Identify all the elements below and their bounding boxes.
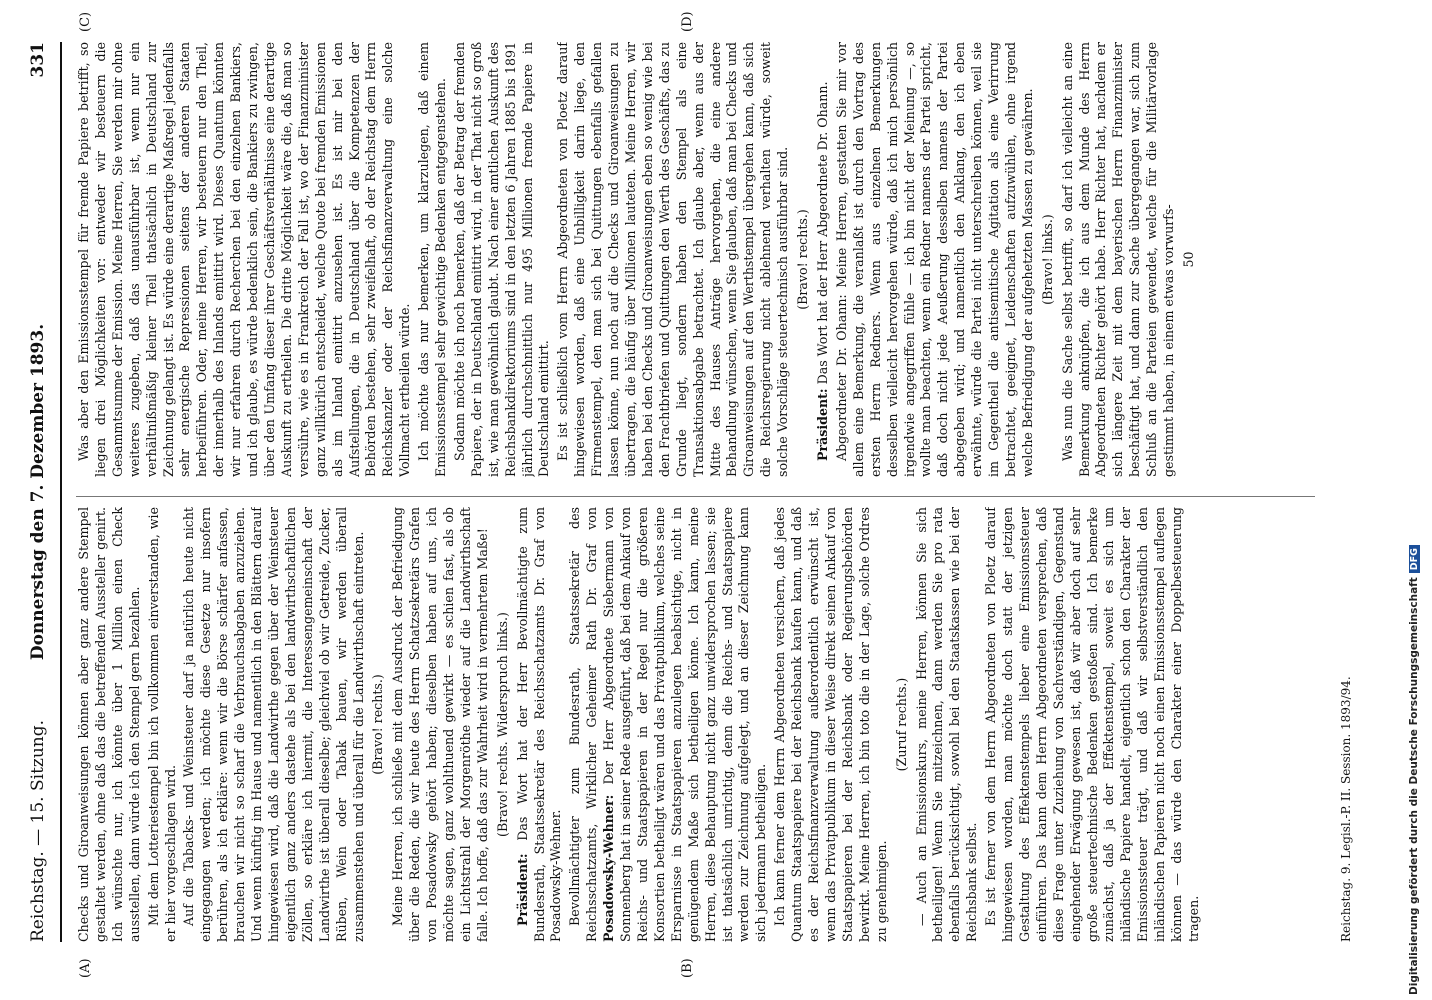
header-date: Donnerstag den 7. Dezember 1893. [28,323,48,661]
page-header [22,42,54,942]
speaker-name: Präsident: [814,388,830,461]
stage-direction: (Bravo! links.) [1039,214,1055,305]
right-column [76,42,1335,477]
margin-marker-b: (B) [680,958,695,978]
speaker-name: Präsident: [514,853,530,926]
paragraph: Es ist ferner von dem Herrn Abgeordneten von Ploetz darauf hingewiesen worden, man möchte doch statt der jetzigen Gestaltung des Effektenstempels lieber eine Emissionssteuer einführen. Das kann dem Herrn Abgeordneten versprechen, daß diese Frage unter Zuziehung von Sachverständigen, Gegenstand eingehender Erwägung gewesen ist, daß wir aber doch auf sehr große steuertechnische Bedenken gestoßen sind. Ich bemerke zunächst, daß ja der Effektenstempel, soweit es sich um inländische Papiere handelt, eigentlich schon den Charakter der Emissionssteuer trägt, und daß wir selbstverständlich den inländischen Papieren nicht noch einen Emissionsstempel auflegen können — das würde den Charakter einer Doppelbesteuerung tragen. [983,507,1201,942]
stage-direction: 50 [1181,251,1196,268]
stage-direction: (Bravo! rechts.) [795,209,811,310]
speaker-name: Posadowsky-Wehner: [601,794,617,942]
paragraph: Sodann möchte ich noch bemerken, daß der Betrag der fremden Papiere, der in Deutschland emittirt wird, in der That nicht so groß ist, wie man gewöhnlich glaubt. Nach einer amtlichen Auskunft des Reichsbankdirektoriums sind in den letzten 6 Jahren 1885 bis 1891 jährlich durchschnittlich nur 495 Millionen fremde Papiere in Deutschland emittirt. [451,42,552,477]
dfg-credit [1408,545,1420,995]
paragraph-text: Bevollmächtigter zum Bundesrath, Staatssekretär des Reichsschatzamts, Wirklicher Geheimer Rath Dr. Graf von [567,507,600,942]
paragraph: Meine Herren, ich schließe mit dem Ausdruck der Befriedigung über die Reden, die wir heute des Herrn Schatzsekretärs Grafen von Posadowsky gehört haben; dieselben haben auf uns, ich möchte sagen, ganz wohlthuend gewirkt — es schien fast, als ob ein Lichtstrahl der Morgenröthe wieder auf die Landwirthschaft falle. Ich hoffe, daß das zur Wahrheit wird in vermehrtem Maße! [390,507,490,942]
paragraph-text: Das Wort hat der Herr Bevollmächtigte zum Bundesrath, Staatssekretär des Reichsschatzamts Dr. Graf von Posadowsky-Wehner. [514,507,564,942]
header-rule [60,42,62,942]
dfg-logo: DFG [1409,545,1420,573]
paragraph: Ich möchte das nur bemerken, um klarzulegen, daß einem Emissionsstempel sehr gewichtige Bedenken entgegenstehen. [416,42,449,477]
paragraph: Es ist schließlich vom Herrn Abgeordneten von Ploetz darauf hingewiesen worden, daß eine Unbilligkeit darin liege, den Firmenstempel, den man sich bei Quittungen ebenfalls gefallen lassen könne, nun noch auf die Checks und Giroanweisungen zu übertragen, die häufig über Millionen lauteten. Meine Herren, wir haben bei den Checks und Giroanweisungen eben so wenig wie bei den Frachtbriefen und Quittungen den Werth des Geschäfts, das zu Grunde liegt, sondern haben den Stempel als eine Transaktionsabgabe betrachtet. Ich glaube aber, wenn aus der Mitte des Hauses Anträge hervorgehen, die eine andere Behandlung wünschen, wenn Sie glauben, daß man bei Checks und Giroanweisungen auf den Werthstempel übergehen kann, daß sich die Reichsregierung nicht ablehnend verhalten würde, soweit solche Vorschläge steuertechnisch ausführbar sind. [555,42,791,477]
header-left: Reichstag. — 15. Sitzung. [28,719,48,942]
paragraph: — Auch an Emissionskurs, meine Herren, können Sie sich betheiligen! Wenn Sie mitzeichnen, dann werden Sie pro rata ebenfalls berücksichtigt, sowohl bei den Staatskassen wie bei der Reichsbank selbst. [913,507,980,942]
paragraph: Was nun die Sache selbst betrifft, so darf ich vielleicht an eine Bemerkung anknüpfen, die ich aus dem Munde des Herrn Abgeordneten Richter gehört habe. Herr Richter hat, nachdem er sich längere Zeit mit dem bayerischen Herrn Finanzminister beschäftigt hat, und dann zur Sache übergegangen war, sich zum Schluß an die Parteien gewendet, welche für die Militärvorlage gestimmt haben, in einem etwas vorwurfs- [1059,42,1177,477]
stage-direction: (Bravo! rechts. Widerspruch links.) [494,612,510,837]
stage-direction: (Zuruf rechts.) [893,677,909,772]
margin-marker-c: (C) [78,11,93,32]
dfg-credit-text: Digitalisierung gefördert durch die Deutsche Forschungsgemeinschaft [1408,577,1420,995]
margin-marker-d: (D) [680,11,695,32]
dfg-sidebar [1404,0,1430,1000]
paragraph-text: Das Wort hat der Herr Abgeordnete Dr. Ohann. [814,81,830,389]
page-number: 331 [28,42,48,78]
paragraph: Was aber den Emissionsstempel für fremde Papiere betrifft, so liegen drei Möglichkeiten vor: entweder wir besteuern die Gesammtsumme der Emission. Meine Herren, Sie werden mir ohne weiteres zugeben, daß das unausführbar ist, wenn nur ein verhältnißmäßig kleiner Theil thatsächlich in Deutschland zur Zeichnung gelangt ist. Es würde eine derartige Maßregel jedenfalls sehr energische Repressionen seitens der anderen Staaten herbeiführen. Oder, meine Herren, wir besteuern nur den Theil, der innerhalb des Inlands emittirt wird. Dieses Quantum könnten wir nur erfahren durch Recherchen bei den einzelnen Bankiers, und ich glaube, es würde bedenklich sein, die Bankiers zu zwingen, über den Umfang dieser ihrer Geschäftsverhältnisse eine derartige Auskunft zu ertheilen. Die dritte Möglichkeit wäre die, daß man so versühre, wie es in Frankreich der Fall ist, wo der Finanzminister ganz willkürlich entscheidet, welche Quote bei fremden Emissionen als im Inland emittirt anzusehen ist. Es ist mir bei den Aufstellungen, die in Deutschland über die Kompetenzen der Behörden bestehen, sehr zweifelhaft, ob der Reichstag dem Herrn Reichskanzler oder der Reichsfinanzverwaltung eine solche Vollmacht ertheilen würde. [76,42,413,477]
paragraph [515,507,566,942]
paragraph: Checks und Giroanweisungen können aber ganz andere Stempel gestaltet werden, ohne daß das die betreffenden Aussteller genirt. Ich wünschte nur, ich könnte über 1 Million einen Check ausstellen, dann würde ich den Stempel gern bezahlen. [76,507,142,942]
paragraph: Ich kann ferner dem Herrn Abgeordneten versichern, daß jedes Quantum Staatspapiere bei der Reichsbank kaufen kann, und daß es der Reichsfinanzverwaltung außerordentlich erwünscht ist, wenn das Privatpublikum in dieser Weise direkt seinen Ankauf von Staatspapieren bei der Reichsbank oder Regierungsbehörden bewirkt. Meine Herren, ich bin toto die in der Lage, solche Ordres zu genehmigen. [772,507,889,942]
margin-marker-a: (A) [78,958,93,978]
paragraph: Auf die Tabacks- und Weinsteuer darf ja natürlich heute nicht eingegangen werden; ich möchte diese Gesetze nur insofern berühren, als ich erkläre: wenn wir die Börse schärfer anfassen, brauchen wir nicht so scharf die Verbrauchsabgaben anzuziehen. Und wenn künftig im Hause und namentlich in den Blättern darauf hingewiesen wird, daß die Landwirthe gegen über der Weinsteuer eigentlich ganz anders dastehe als bei den landwirthschaftlichen Zöllen, so erkläre ich hiermit, die Interessengemeinschaft der Landwirthe ist überall dieselbe; gleichviel ob wir Getreide, Zucker, Rüben, Wein oder Tabak bauen, wir werden überall zusammenstehen und überall für die Landwirthschaft eintreten. [181,507,366,942]
footer-source: Reichstag. 9. Legisl.-P. II. Session. 1893/94. [1339,676,1353,942]
left-column [76,507,1335,942]
paragraph [815,42,832,477]
paragraph [567,507,770,942]
paragraph-text: Der Herr Abgeordnete Siebermann von Sonnenberg hat in seiner Rede ausgeführt, daß bei dem Ankauf von Reichs- und Staatspapieren in der Regel nur die größeren Konsortien betheiligt wären und das Privatpublikum, welches seine Ersparnisse in Staatspapieren anzulegen beabsichtige, nicht in genügendem Maße sich betheiligen könne. Ich kann, meine Herren, diese Behauptung nicht ganz unwidersprochen lassen; sie ist thatsächlich unrichtig, denn die Reichs- und Staatspapiere werden zur Zeichnung aufgelegt, und an dieser Zeichnung kann sich jedermann betheiligen. [601,507,769,942]
stage-direction: (Bravo! rechts.) [370,674,386,775]
paragraph: Abgeordneter Dr. Ohann: Meine Herren, gestatten Sie mir vor allem eine Bemerkung, die veranlaßt ist durch den Vortrag des ersten Herrn Redners. Wenn aus einzelnen Bemerkungen desselben vielleicht hervorgehen würde, daß ich mich persönlich irgendwie angegriffen fühle — ich bin nicht der Meinung —, so wollte man beachten, wenn ein Redner namens der Partei spricht, daß doch nicht jede Aeußerung desselben namens der Partei abgegeben wird; und namentlich den Anklang, den ich eben erwähnte, würde die Partei nicht unterschreiben können, weil sie im Gegentheil die antisemitische Agitation als eine Verirrung betrachtet, geeignet, Leidenschaften aufzuwühlen, ohne irgend welche Befriedigung der aufgehetzten Massen zu gewähren. [833,42,1035,477]
column-divider [76,496,1315,497]
paragraph: Mit dem Lotteriestempel bin ich vollkommen einverstanden, wie er hier vorgeschlagen wird. [145,507,178,942]
